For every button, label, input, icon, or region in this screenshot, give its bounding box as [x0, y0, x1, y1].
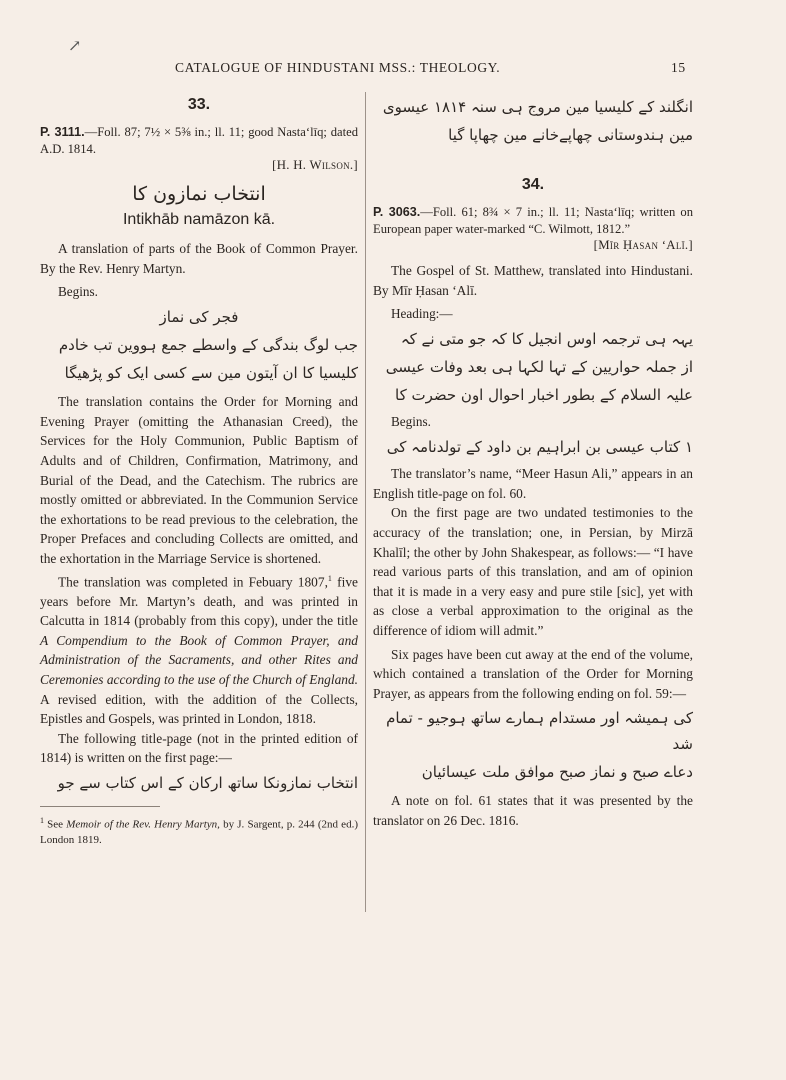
footnote-marker: 1	[40, 815, 44, 825]
footnote-ref: 1	[327, 573, 332, 583]
urdu-heading-line: یہہ ہی ترجمہ اوس انجیل کا کہ جو متی نے کہ	[400, 330, 693, 349]
urdu-ending-line: کی ہمیشہ اور مستدام ہمارے ساتھ ہوجیو - تمام شد	[386, 709, 693, 754]
meta-details: —Foll. 61; 8¾ × 7 in.; ll. 11; Nasta‘līq; written on European paper water-marked “C. Wilmott, 1812.”	[373, 205, 693, 236]
entry-metadata	[40, 124, 358, 158]
paragraph: The translation contains the Order for Morning and Evening Prayer (omitting the Athanasian Creed), the Services for the Holy Communion, Public Baptism of Adults and of Children, Confirmation, Matrimony, and Burial of the Dead, and the Catechism. The rubrics are mostly omitted or abbreviated. In the Communion Service the exhortations to be read previous to the celebration, the Proper Prefaces and concluding Collects are omitted, and the exhortation in the Marriage Service is shortened.	[40, 394, 358, 566]
entry-number: 34.	[521, 176, 545, 193]
paragraph: The following title-page (not in the printed edition of 1814) is written on the first page:—	[40, 730, 358, 766]
urdu-ending-line: دعاے صبح و نماز صبح موافق ملت عیسائیان	[421, 763, 693, 782]
urdu-begins-line: جب لوگ بندگی کے واسطے جمع ہووین تب خادم	[58, 336, 358, 355]
italic-title: Memoir of the Rev. Henry Martyn,	[66, 818, 220, 831]
urdu-begins-line: فجر کی نماز	[159, 308, 239, 327]
italic-title: A Compendium to the Book of Common Prayer, and Administration of the Sacraments, and other Rites and Ceremonies according to the use of the Church of England.	[40, 632, 358, 687]
entry-number: 33.	[187, 96, 211, 113]
paragraph: The translator’s name, “Meer Hasun Ali,” appears in an English title-page on fol. 60.	[373, 466, 693, 501]
shelf-mark: P. 3111.	[40, 125, 85, 139]
urdu-heading-line: از جملہ حواریین کے تہا لکہا ہی بعد وفات عیسی	[385, 358, 693, 377]
urdu-begins-line: ۱ کتاب عیسی بن ابراہیم بن داود کے تولدنامہ کی	[386, 438, 693, 457]
urdu-continued-line: مین ہندوستانی چھاپےخانے مین چھاپا گیا	[448, 126, 693, 144]
text-span: five years before Mr. Martyn’s death, and was printed in Calcutta in 1814 (probably from this copy), under the title	[40, 574, 358, 629]
pencil-mark: ↗	[68, 38, 82, 55]
text-span: A revised edition, with the addition of the Collects, Epistles and Gospels, was printed in London, 1818.	[40, 691, 358, 727]
page-number: 15	[671, 60, 686, 75]
header-title: CATALOGUE OF HINDUSTANI MSS.: THEOLOGY.	[175, 60, 501, 75]
attribution: [Mīr Ḥasan ‘Alī.]	[593, 238, 693, 252]
shelf-mark: P. 3063.	[373, 205, 421, 219]
heading-label: Heading:—	[391, 306, 453, 322]
attribution: [H. H. Wilson.]	[272, 158, 358, 172]
urdu-continued-line: انگلند کے کلیسیا مین مروج ہی سنہ ۱۸۱۴ عیسوی	[382, 98, 693, 116]
urdu-begins-line: کلیسیا کا ان آیتون مین سے کسی ایک کو پڑھیگا	[64, 364, 358, 383]
left-column	[40, 92, 358, 848]
paragraph: On the first page are two undated testimonies to the accuracy of the translation; one, in Persian, by Mirzā Khalīl; the other by John Shakespear, as follows:— “I have read various parts of this translation, and am of opinion that it is made in a very easy and pure stile [sic], yet with as close a verbal approximation to the original as the difference of idiom will admit.”	[373, 505, 693, 638]
text-span: The translation was completed in Febuary 1807,	[58, 574, 328, 589]
urdu-heading-line: علیہ السلام کے بطور اخبار احوال اون حضرت کا	[395, 386, 693, 405]
paragraph	[40, 569, 358, 729]
urdu-title: انتخاب نمازون کا	[132, 183, 266, 205]
description: A translation of parts of the Book of Common Prayer. By the Rev. Henry Martyn.	[40, 241, 358, 276]
column-divider	[365, 92, 366, 912]
paragraph: A note on fol. 61 states that it was presented by the translator on 26 Dec. 1816.	[373, 793, 693, 828]
text-span: See	[44, 818, 67, 831]
begins-label: Begins.	[58, 284, 98, 300]
text-span: by J. Sargent, p. 244 (2nd ed.) London 1819.	[40, 818, 358, 846]
footnote-rule	[40, 806, 160, 807]
footnote	[40, 813, 358, 848]
meta-details: —Foll. 87; 7½ × 5⅜ in.; ll. 11; good Nasta‘līq; dated A.D. 1814.	[40, 125, 358, 156]
romanized-title: Intikhāb namāzon kā.	[122, 211, 276, 228]
entry-metadata	[373, 204, 693, 238]
urdu-titlepage: انتخاب نمازونکا ساتھ ارکان کے اس کتاب سے جو	[57, 773, 358, 792]
begins-label: Begins.	[391, 414, 431, 430]
right-column	[373, 92, 693, 831]
paragraph: Six pages have been cut away at the end of the volume, which contained a translation of the Order for Morning Prayer, as appears from the following ending on fol. 59:—	[373, 646, 693, 701]
description: The Gospel of St. Matthew, translated into Hindustani. By Mīr Ḥasan ‘Alī.	[373, 263, 693, 298]
